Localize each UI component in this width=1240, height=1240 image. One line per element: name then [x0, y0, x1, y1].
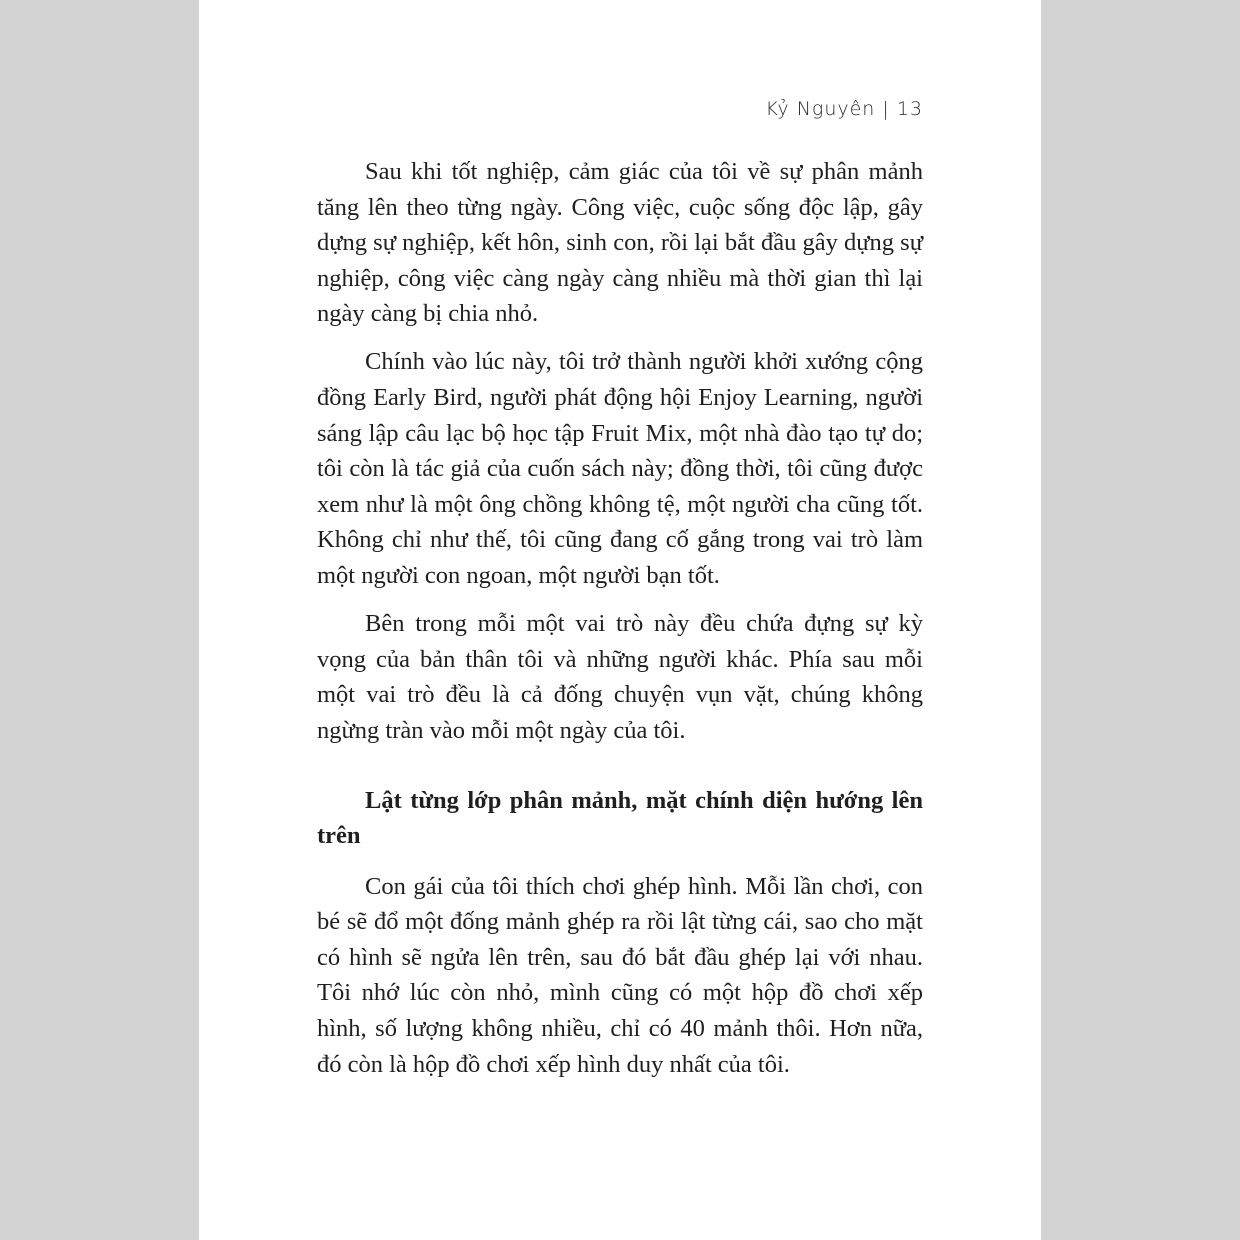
- section-heading: Lật từng lớp phân mảnh, mặt chính diện hướng lên trên: [317, 786, 923, 850]
- paragraph: Chính vào lúc này, tôi trở thành người khởi xướng cộng đồng Early Bird, người phát động hội Enjoy Learning, người sáng lập câu lạc bộ học tập Fruit Mix, một nhà đào tạo tự do; tôi còn là tác giả của cuốn sách này; đồng thời, tôi cũng được xem như là một ông chồng không tệ, một người cha cũng tốt. Không chỉ như thế, tôi cũng đang cố gắng trong vai trò làm một người con ngoan, một người bạn tốt.: [317, 348, 923, 590]
- book-page: [199, 0, 1041, 1240]
- paragraph: Bên trong mỗi một vai trò này đều chứa đựng sự kỳ vọng của bản thân tôi và những người khác. Phía sau mỗi một vai trò đều là cả đống chuyện vụn vặt, chúng không ngừng tràn vào mỗi một ngày của tôi.: [317, 610, 923, 744]
- page-body: [317, 154, 923, 1095]
- paragraph: Sau khi tốt nghiệp, cảm giác của tôi về sự phân mảnh tăng lên theo từng ngày. Công việc, cuộc sống độc lập, gây dựng sự nghiệp, kết hôn, sinh con, rồi lại bắt đầu gây dựng sự nghiệp, công việc càng ngày càng nhiều mà thời gian thì lại ngày càng bị chia nhỏ.: [317, 158, 923, 328]
- paragraph: Con gái của tôi thích chơi ghép hình. Mỗi lần chơi, con bé sẽ đổ một đống mảnh ghép ra rồi lật từng cái, sao cho mặt có hình sẽ ngửa lên trên, sau đó bắt đầu ghép lại với nhau. Tôi nhớ lúc còn nhỏ, mình cũng có một hộp đồ chơi xếp hình, số lượng không nhiều, chỉ có 40 mảnh thôi. Hơn nữa, đó còn là hộp đồ chơi xếp hình duy nhất của tôi.: [317, 872, 923, 1078]
- running-header: Kỷ Nguyên | 13: [765, 98, 923, 120]
